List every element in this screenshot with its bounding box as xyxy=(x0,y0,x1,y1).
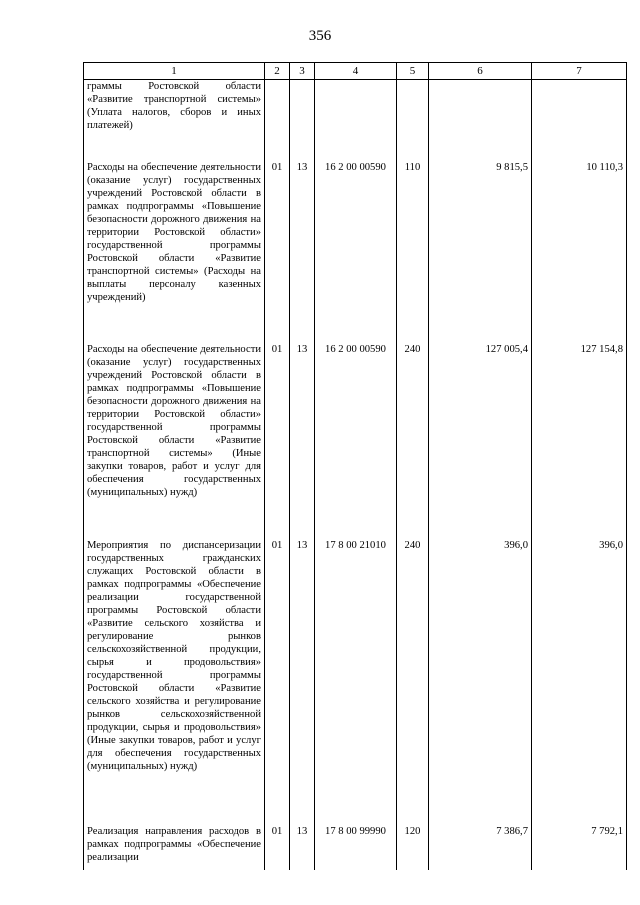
header-col-1: 1 xyxy=(84,63,265,80)
header-col-6: 6 xyxy=(429,63,532,80)
header-col-5: 5 xyxy=(397,63,429,80)
row-section xyxy=(265,80,290,158)
row-section: 01 xyxy=(265,158,290,340)
row-description: Реализация направления расходов в рамках подпрограммы «Обеспечение реализации xyxy=(84,822,265,870)
row-amount-year-1: 9 815,5 xyxy=(429,158,532,340)
header-col-4: 4 xyxy=(315,63,397,80)
row-expense-type: 240 xyxy=(397,536,429,822)
table-row xyxy=(84,80,627,158)
row-amount-year-1: 127 005,4 xyxy=(429,340,532,536)
row-amount-year-1 xyxy=(429,80,532,158)
table-row xyxy=(84,822,627,870)
row-description: Расходы на обеспечение деятельности (оказание услуг) государственных учреждений Ростовской области в рамках подпрограммы «Повышение безопасности дорожного движения на территории Ростовской области» государственной программы Ростовской области «Развитие транспортной системы» (Расходы на выплаты персоналу казенных учреждений) xyxy=(84,158,265,340)
row-expense-type: 110 xyxy=(397,158,429,340)
page-number: 356 xyxy=(308,28,332,44)
row-target-article: 17 8 00 99990 xyxy=(315,822,397,870)
row-description: Расходы на обеспечение деятельности (оказание услуг) государственных учреждений Ростовской области в рамках подпрограммы «Повышение безопасности дорожного движения на территории Ростовской области» государственной программы Ростовской области «Развитие транспортной системы» (Иные закупки товаров, работ и услуг для обеспечения государственных (муниципальных) нужд) xyxy=(84,340,265,536)
row-description: граммы Ростовской области «Развитие транспортной системы» (Уплата налогов, сборов и иных платежей) xyxy=(84,80,265,158)
row-subsection: 13 xyxy=(290,340,315,536)
budget-table xyxy=(83,62,627,870)
row-target-article: 16 2 00 00590 xyxy=(315,340,397,536)
row-amount-year-2: 10 110,3 xyxy=(532,158,627,340)
header-col-2: 2 xyxy=(265,63,290,80)
row-section: 01 xyxy=(265,340,290,536)
row-section: 01 xyxy=(265,822,290,870)
table-row xyxy=(84,340,627,536)
row-description: Мероприятия по диспансеризации государственных гражданских служащих Ростовской области в рамках подпрограммы «Обеспечение реализации государственной программы Ростовской области «Развитие сельского хозяйства и регулирование рынков сельскохозяйственной продукции, сырья и продовольствия» государственной программы Ростовской области «Развитие сельского хозяйства и регулирование рынков сельскохозяйственной продукции, сырья и продовольствия» (Иные закупки товаров, работ и услуг для обеспечения государственных (муниципальных) нужд) xyxy=(84,536,265,822)
row-expense-type: 120 xyxy=(397,822,429,870)
row-subsection: 13 xyxy=(290,822,315,870)
row-amount-year-1: 7 386,7 xyxy=(429,822,532,870)
row-target-article: 16 2 00 00590 xyxy=(315,158,397,340)
row-subsection: 13 xyxy=(290,158,315,340)
row-amount-year-2 xyxy=(532,80,627,158)
row-target-article xyxy=(315,80,397,158)
row-subsection xyxy=(290,80,315,158)
row-amount-year-2: 127 154,8 xyxy=(532,340,627,536)
row-subsection: 13 xyxy=(290,536,315,822)
row-expense-type xyxy=(397,80,429,158)
table-header-row xyxy=(84,63,627,80)
header-col-7: 7 xyxy=(532,63,627,80)
table-row xyxy=(84,536,627,822)
row-amount-year-1: 396,0 xyxy=(429,536,532,822)
row-amount-year-2: 7 792,1 xyxy=(532,822,627,870)
header-col-3: 3 xyxy=(290,63,315,80)
row-target-article: 17 8 00 21010 xyxy=(315,536,397,822)
row-section: 01 xyxy=(265,536,290,822)
row-amount-year-2: 396,0 xyxy=(532,536,627,822)
table-row xyxy=(84,158,627,340)
row-expense-type: 240 xyxy=(397,340,429,536)
